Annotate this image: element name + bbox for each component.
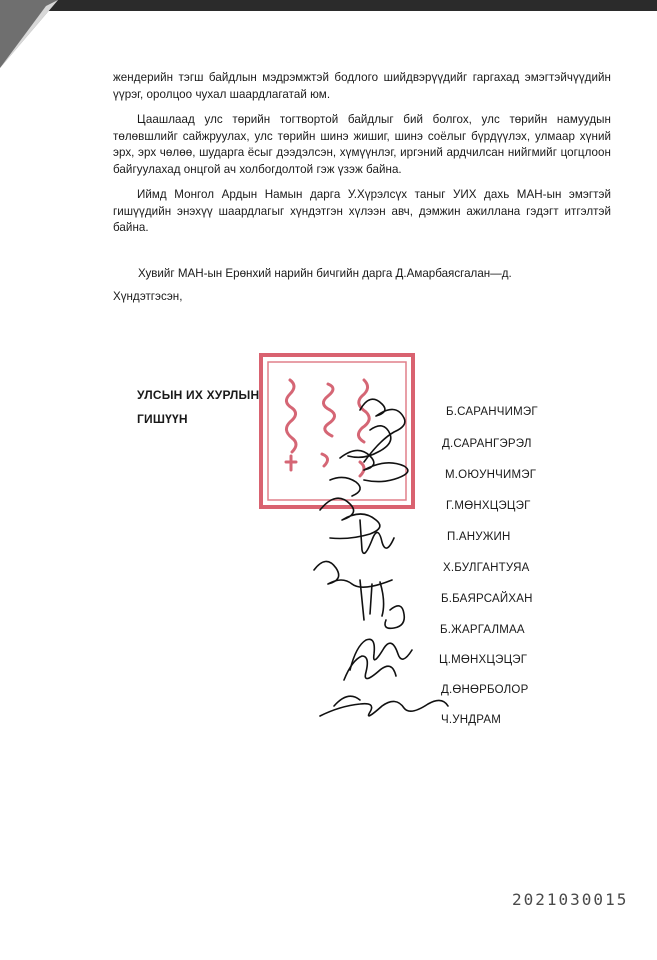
paragraph-text: Иймд Монгол Ардын Намын дарга У.Хүрэлсүх таныг УИХ дахь МАН-ын эмэгтэй гишүүдийн энэхүү шаардлагыг хүндэтгэн хүлээн авч, дэмжин ажиллана гэдэгт итгэлтэй байна.	[113, 188, 611, 234]
body-paragraph-2	[113, 112, 611, 178]
handwritten-signatures	[300, 380, 460, 730]
body-paragraph-1	[113, 70, 611, 103]
signatory-name: Ц.МӨНХЦЭЦЭГ	[439, 654, 528, 666]
signatory-name: П.АНУЖИН	[447, 531, 511, 543]
signatory-name: Х.БУЛГАНТУЯА	[443, 562, 530, 574]
position-title-line-1: УЛСЫН ИХ ХУРЛЫН	[137, 388, 260, 402]
signatory-name: Б.БАЯРСАЙХАН	[441, 593, 533, 605]
position-title-line-2: ГИШҮҮН	[137, 412, 188, 426]
top-scan-border	[0, 0, 657, 11]
closing-line: Хүндэтгэсэн,	[113, 290, 183, 303]
signatory-name: Д.САРАНГЭРЭЛ	[442, 438, 532, 450]
signatory-name: Ч.УНДРАМ	[441, 714, 502, 726]
signatory-name: Д.ӨНӨРБОЛОР	[441, 684, 529, 696]
paragraph-text: жендерийн тэгш байдлын мэдрэмжтэй бодлого шийдвэрүүдийг гаргахад эмэгтэйчүүдийн үүрэг, оролцоо чухал шаардлагатай юм.	[113, 71, 611, 101]
registration-number-stamp: 2021030015	[512, 890, 629, 909]
paragraph-text: Цаашлаад улс төрийн тогтвортой байдлыг бий болгох, улс төрийн намуудын төлөвшлийг сайжруулах, улс төрийн шинэ жишиг, шинэ соёлыг бүрдүүлэх, улмаар хүний эрх, эрх чөлөө, шударга ёсыг дээдэлсэн, хүмүүнлэг, иргэний ардчилсан нийгмийг цогцлоон байгуулахад онцгой ач холбогдолтой гэж үзэж байна.	[113, 113, 611, 176]
signatory-name: Г.МӨНХЦЭЦЭГ	[446, 500, 531, 512]
folded-corner-icon	[0, 0, 70, 70]
copy-line: Хувийг МАН-ын Ерөнхий нарийн бичгийн дарга Д.Амарбаясгалан—д.	[138, 267, 512, 280]
signatory-name: Б.САРАНЧИМЭГ	[446, 406, 538, 418]
signatory-name: М.ОЮУНЧИМЭГ	[445, 469, 537, 481]
body-paragraph-3	[113, 187, 611, 237]
signatory-name: Б.ЖАРГАЛМАА	[440, 624, 525, 636]
